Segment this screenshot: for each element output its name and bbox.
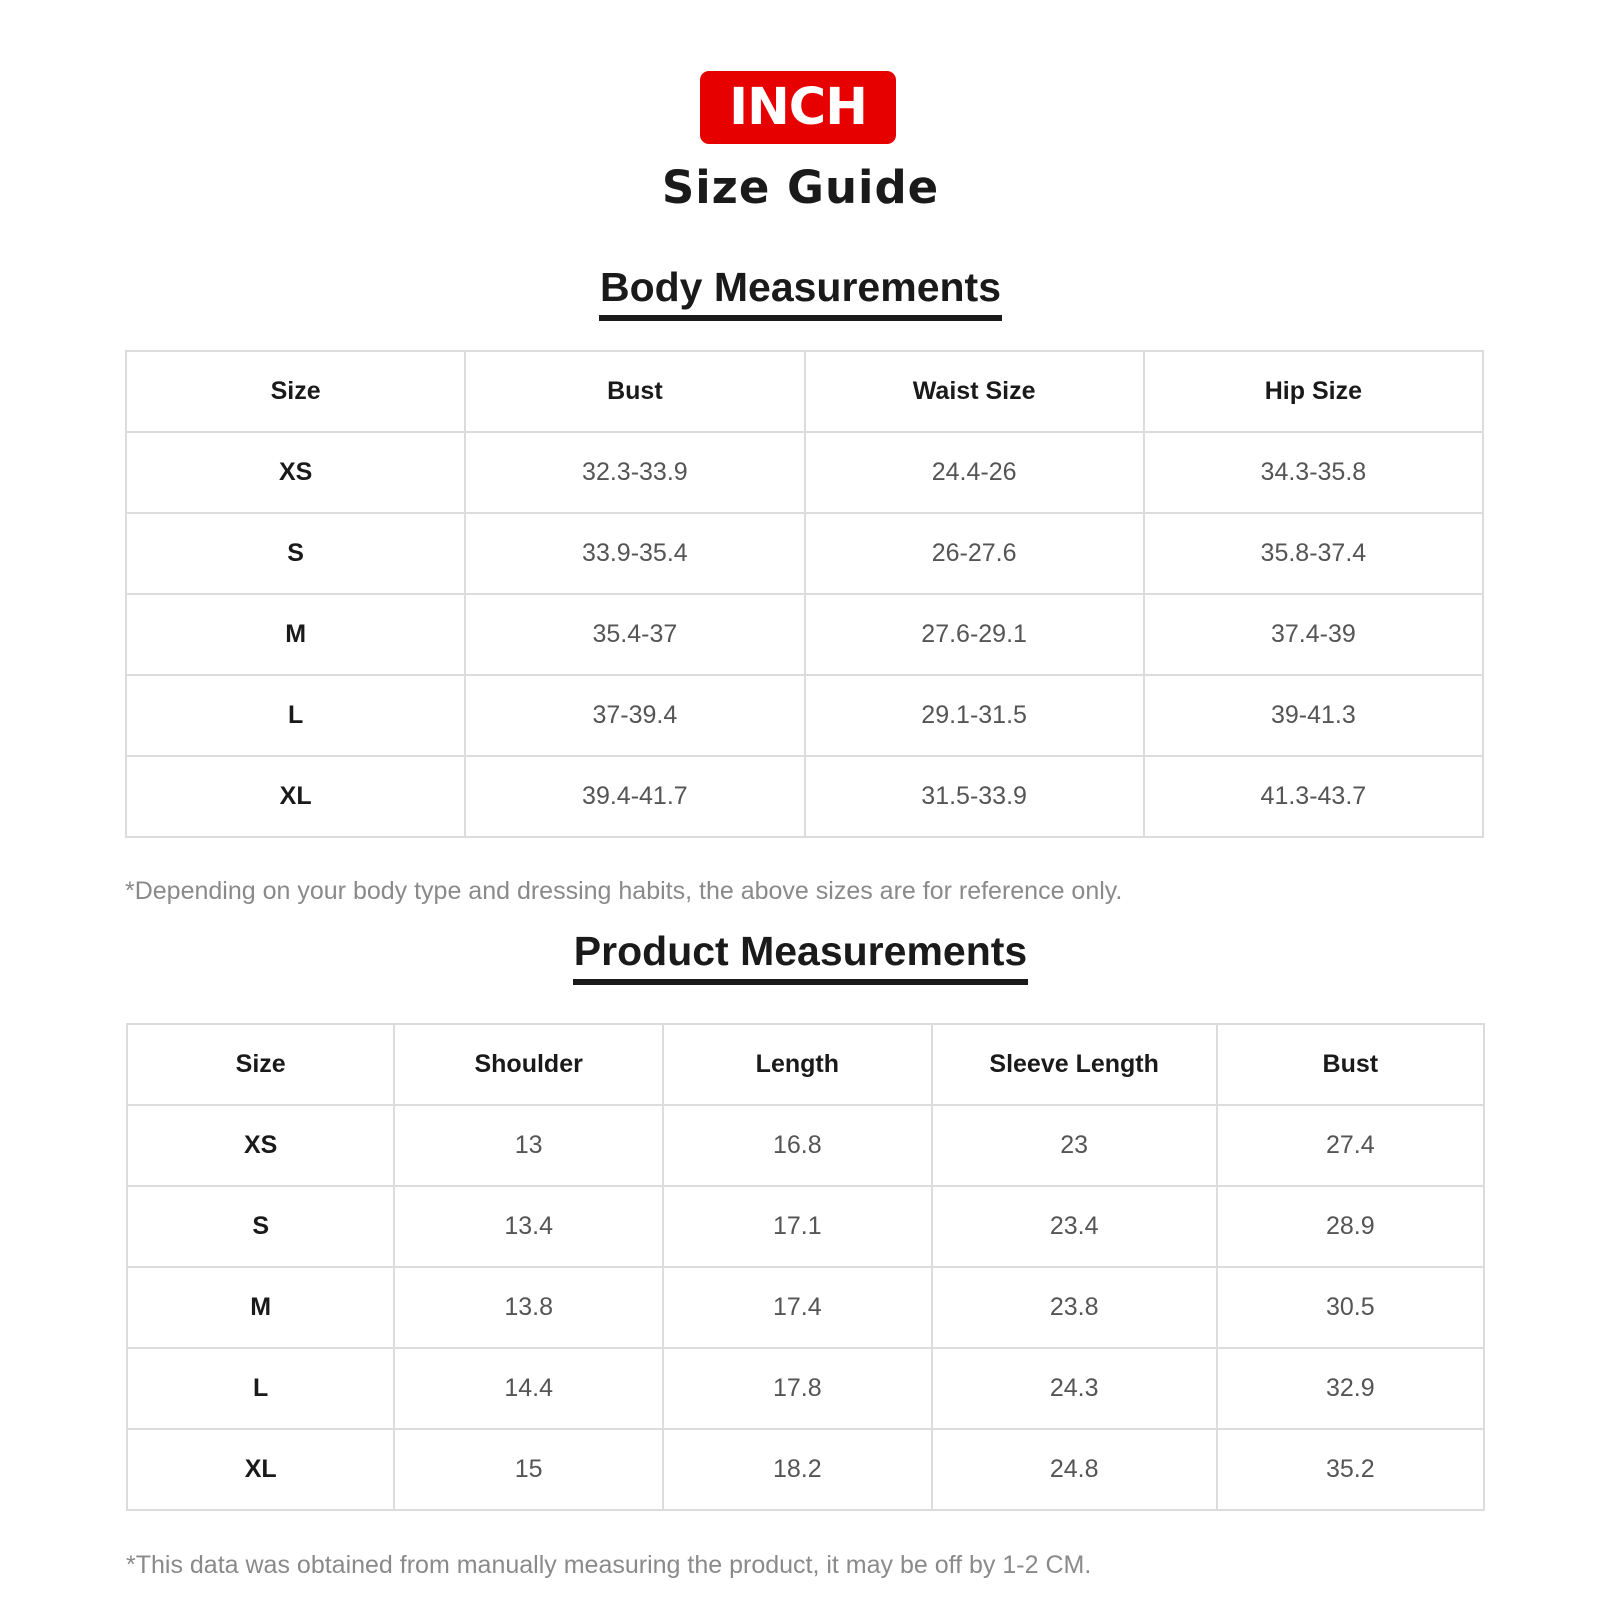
bust-cell: 39.4-41.7	[465, 756, 804, 837]
size-cell: XL	[126, 756, 465, 837]
column-header-bust: Bust	[1217, 1024, 1484, 1105]
length-cell: 17.1	[663, 1186, 932, 1267]
hip-cell: 39-41.3	[1144, 675, 1483, 756]
size-cell: S	[127, 1186, 394, 1267]
size-cell: M	[127, 1267, 394, 1348]
table-row	[127, 1429, 1484, 1510]
table-row	[126, 594, 1483, 675]
table-row	[126, 756, 1483, 837]
hip-cell: 37.4-39	[1144, 594, 1483, 675]
shoulder-cell: 13.4	[394, 1186, 663, 1267]
table-row	[126, 432, 1483, 513]
column-header-waist-size: Waist Size	[805, 351, 1144, 432]
bust-cell: 28.9	[1217, 1186, 1484, 1267]
size-cell: M	[126, 594, 465, 675]
hip-cell: 35.8-37.4	[1144, 513, 1483, 594]
product-measurements-heading	[0, 927, 1601, 985]
bust-cell: 33.9-35.4	[465, 513, 804, 594]
sleeve-length-cell: 23	[932, 1105, 1217, 1186]
column-header-hip-size: Hip Size	[1144, 351, 1483, 432]
shoulder-cell: 13.8	[394, 1267, 663, 1348]
hip-cell: 34.3-35.8	[1144, 432, 1483, 513]
table-row	[127, 1186, 1484, 1267]
hip-cell: 41.3-43.7	[1144, 756, 1483, 837]
size-cell: XS	[127, 1105, 394, 1186]
size-cell: XL	[127, 1429, 394, 1510]
body-measurements-note: *Depending on your body type and dressing habits, the above sizes are for reference only.	[125, 877, 1123, 905]
column-header-sleeve-length: Sleeve Length	[932, 1024, 1217, 1105]
length-cell: 16.8	[663, 1105, 932, 1186]
unit-badge: INCH	[700, 71, 896, 144]
page-title: Size Guide	[661, 161, 940, 214]
shoulder-cell: 15	[394, 1429, 663, 1510]
table-row	[127, 1348, 1484, 1429]
table-row	[126, 513, 1483, 594]
column-header-length: Length	[663, 1024, 932, 1105]
column-header-size: Size	[127, 1024, 394, 1105]
waist-cell: 29.1-31.5	[805, 675, 1144, 756]
waist-cell: 26-27.6	[805, 513, 1144, 594]
sleeve-length-cell: 23.8	[932, 1267, 1217, 1348]
sleeve-length-cell: 24.3	[932, 1348, 1217, 1429]
column-header-bust: Bust	[465, 351, 804, 432]
sleeve-length-cell: 23.4	[932, 1186, 1217, 1267]
body-measurements-heading	[0, 263, 1601, 321]
table-row	[127, 1267, 1484, 1348]
size-cell: XS	[126, 432, 465, 513]
bust-cell: 30.5	[1217, 1267, 1484, 1348]
waist-cell: 24.4-26	[805, 432, 1144, 513]
table-header-row	[126, 351, 1483, 432]
column-header-shoulder: Shoulder	[394, 1024, 663, 1105]
column-header-size: Size	[126, 351, 465, 432]
shoulder-cell: 14.4	[394, 1348, 663, 1429]
body-measurements-title: Body Measurements	[599, 263, 1002, 321]
waist-cell: 31.5-33.9	[805, 756, 1144, 837]
table-row	[126, 675, 1483, 756]
table-row	[127, 1105, 1484, 1186]
bust-cell: 32.9	[1217, 1348, 1484, 1429]
bust-cell: 27.4	[1217, 1105, 1484, 1186]
size-cell: S	[126, 513, 465, 594]
size-cell: L	[127, 1348, 394, 1429]
bust-cell: 35.4-37	[465, 594, 804, 675]
product-measurements-note: *This data was obtained from manually measuring the product, it may be off by 1-2 CM.	[126, 1551, 1092, 1579]
body-measurements-table	[125, 350, 1484, 838]
bust-cell: 32.3-33.9	[465, 432, 804, 513]
product-measurements-title: Product Measurements	[573, 927, 1028, 985]
waist-cell: 27.6-29.1	[805, 594, 1144, 675]
length-cell: 17.4	[663, 1267, 932, 1348]
length-cell: 18.2	[663, 1429, 932, 1510]
bust-cell: 35.2	[1217, 1429, 1484, 1510]
product-measurements-table	[126, 1023, 1485, 1511]
size-cell: L	[126, 675, 465, 756]
shoulder-cell: 13	[394, 1105, 663, 1186]
length-cell: 17.8	[663, 1348, 932, 1429]
table-header-row	[127, 1024, 1484, 1105]
bust-cell: 37-39.4	[465, 675, 804, 756]
sleeve-length-cell: 24.8	[932, 1429, 1217, 1510]
